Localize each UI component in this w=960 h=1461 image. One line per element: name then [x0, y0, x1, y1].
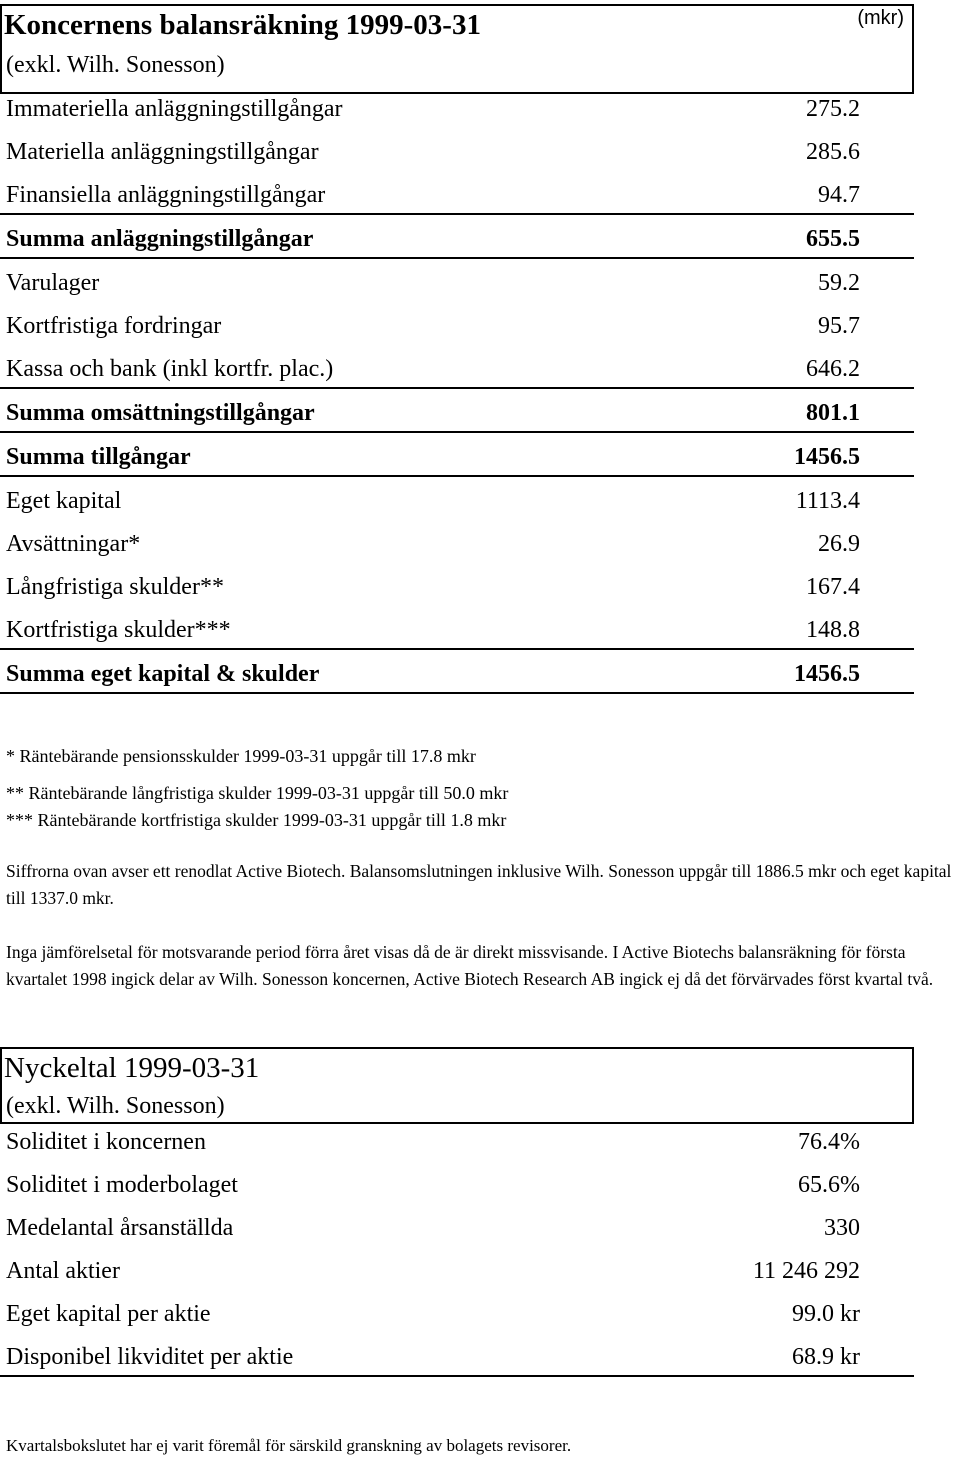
balance-row-label: Kortfristiga fordringar	[6, 313, 222, 339]
balance-row-label: Eget kapital	[6, 488, 122, 514]
keyfigure-label: Medelantal årsanställda	[6, 1215, 234, 1241]
balance-row	[0, 130, 914, 170]
balance-row	[0, 261, 914, 301]
keyfigure-label: Soliditet i moderbolaget	[6, 1172, 238, 1198]
balance-unit: (mkr)	[857, 7, 904, 29]
keyfigure-label: Antal aktier	[6, 1258, 120, 1284]
audit-footer-note: Kvartalsbokslutet har ej varit föremål för särskild granskning av bolagets revisorer.	[6, 1436, 572, 1455]
balance-row	[0, 479, 914, 519]
balance-row-value: 167.4	[806, 574, 860, 600]
balance-row-value: 655.5	[806, 226, 860, 252]
keyfigure-row	[0, 1290, 914, 1332]
note-paragraph-scope: Siffrorna ovan avser ett renodlat Active Biotech. Balansomslutningen inklusive Wilh. Sonesson uppgår till 1886.5 mkr och eget kapital till 1337.0 mkr.	[6, 861, 952, 908]
balance-subtotal-row	[0, 391, 914, 433]
balance-row-value: 95.7	[818, 313, 860, 339]
balance-row-label: Kassa och bank (inkl kortfr. plac.)	[6, 356, 334, 382]
keyfigure-value: 68.9 kr	[792, 1344, 860, 1370]
balance-row	[0, 304, 914, 344]
balance-row-value: 1456.5	[794, 661, 860, 687]
balance-row-label: Finansiella anläggningstillgångar	[6, 182, 326, 208]
keyfigure-value: 76.4%	[798, 1129, 860, 1155]
footnote-longterm: ** Räntebärande långfristiga skulder 1999-03-31 uppgår till 50.0 mkr	[6, 783, 509, 803]
balance-row-value: 285.6	[806, 139, 860, 165]
footnote-shortterm: *** Räntebärande kortfristiga skulder 1999-03-31 uppgår till 1.8 mkr	[6, 810, 507, 830]
balance-row-label: Summa omsättningstillgångar	[6, 400, 315, 426]
balance-row-label: Summa eget kapital & skulder	[6, 661, 320, 687]
balance-row	[0, 608, 914, 650]
keyfigure-row	[0, 1333, 914, 1377]
balance-row	[0, 173, 914, 215]
keyfigure-row	[0, 1247, 914, 1289]
balance-row-label: Avsättningar*	[6, 531, 141, 557]
balance-subtitle: (exkl. Wilh. Sonesson)	[6, 52, 225, 78]
balance-row-value: 1456.5	[794, 444, 860, 470]
balance-row-value: 275.2	[806, 96, 860, 122]
keyfigures-title: Nyckeltal 1999-03-31	[4, 1052, 260, 1084]
balance-row-label: Kortfristiga skulder***	[6, 617, 231, 643]
keyfigure-value: 330	[824, 1215, 860, 1241]
keyfigure-label: Disponibel likviditet per aktie	[6, 1344, 294, 1370]
balance-row	[0, 565, 914, 605]
balance-row	[0, 347, 914, 389]
balance-title: Koncernens balansräkning 1999-03-31	[4, 9, 481, 41]
keyfigure-label: Eget kapital per aktie	[6, 1301, 211, 1327]
note-paragraph-comparison: Inga jämförelsetal för motsvarande period förra året visas då de är direkt missvisande. I Active Biotechs balansräkning för första kvartalet 1998 ingick delar av Wilh. Sonesson koncernen, Active Biotech Research AB ingick ej då det förvärvades först kvartal två.	[6, 942, 934, 989]
keyfigure-row	[0, 1204, 914, 1246]
balance-row-value: 646.2	[806, 356, 860, 382]
balance-row-label: Materiella anläggningstillgångar	[6, 139, 319, 165]
balance-row	[0, 87, 914, 127]
balance-total-row	[0, 435, 914, 477]
keyfigure-value: 65.6%	[798, 1172, 860, 1198]
balance-row-label: Långfristiga skulder**	[6, 574, 224, 600]
footnote-pension: * Räntebärande pensionsskulder 1999-03-31 uppgår till 17.8 mkr	[6, 746, 476, 766]
balance-row-value: 26.9	[818, 531, 860, 557]
balance-row-value: 148.8	[806, 617, 860, 643]
keyfigure-value: 99.0 kr	[792, 1301, 860, 1327]
balance-row-label: Summa tillgångar	[6, 444, 191, 470]
balance-row-value: 801.1	[806, 400, 860, 426]
balance-row-label: Summa anläggningstillgångar	[6, 226, 314, 252]
balance-total-row	[0, 652, 914, 694]
keyfigure-value: 11 246 292	[752, 1258, 860, 1284]
balance-row-label: Varulager	[6, 270, 100, 296]
keyfigures-subtitle: (exkl. Wilh. Sonesson)	[6, 1093, 225, 1119]
keyfigure-row	[0, 1161, 914, 1203]
balance-row-value: 1113.4	[795, 488, 860, 514]
keyfigure-row	[0, 1118, 914, 1160]
balance-row-value: 59.2	[818, 270, 860, 296]
balance-row	[0, 522, 914, 562]
keyfigure-label: Soliditet i koncernen	[6, 1129, 206, 1155]
balance-row-label: Immateriella anläggningstillgångar	[6, 96, 343, 122]
balance-row-value: 94.7	[818, 182, 860, 208]
balance-subtotal-row	[0, 217, 914, 259]
